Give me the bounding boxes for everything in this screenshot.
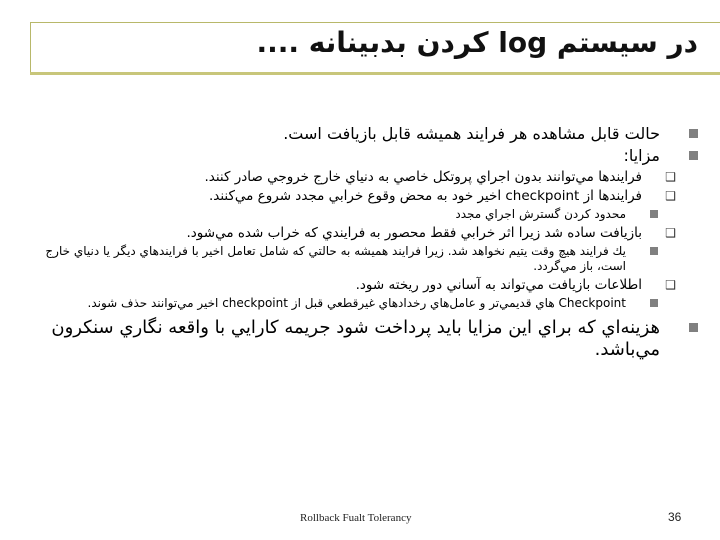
checkbox-bullet-icon: ❑	[665, 278, 676, 292]
square-bullet-icon	[689, 129, 698, 138]
bullet-item	[40, 147, 698, 165]
checkbox-bullet-icon: ❑	[665, 170, 676, 184]
bullet-text: فرايندها از checkpoint اخير خود به محض وقوع خرابي مجدد شروع مي‌كنند.	[208, 188, 642, 204]
bullet-text: اطلاعات بازيافت مي‌تواند به آساني دور ريخته شود.	[355, 277, 642, 293]
title-frame-left-border	[30, 22, 31, 72]
bullet-text: Checkpoint هاي قديمي‌تر و عامل‌هاي رخدادهاي غيرقطعي قبل از checkpoint اخير مي‌توانند حذف شوند.	[87, 296, 626, 310]
square-bullet-icon	[650, 247, 658, 255]
square-bullet-icon	[650, 299, 658, 307]
title-underline	[30, 72, 720, 75]
title-frame-top-border	[30, 22, 720, 23]
slide-footer: Rollback Fualt Tolerancy	[300, 512, 412, 524]
checkbox-bullet-icon: ❑	[665, 189, 676, 203]
page-number: 36	[668, 510, 682, 524]
checkbox-bullet-icon: ❑	[665, 226, 676, 240]
bullet-text: هزينه‌اي كه براي اين مزايا بايد پرداخت شود جريمه كارايي با واقعه نگاري سنكرون مي‌باشد.	[51, 317, 660, 360]
sub-bullet-item	[40, 188, 698, 204]
square-bullet-icon	[689, 151, 698, 160]
sub-bullet-item	[40, 169, 698, 185]
bullet-text: مزايا:	[623, 146, 660, 165]
bullet-text: فرايندها مي‌توانند بدون اجراي پروتكل خاصي به دنياي خارج خروجي صادر كنند.	[204, 169, 642, 185]
sub-sub-bullet-item	[40, 244, 698, 274]
sub-bullet-item	[40, 225, 698, 241]
bullet-item	[40, 125, 698, 143]
square-bullet-icon	[650, 210, 658, 218]
slide-title: در سيستم log كردن بدبينانه ....	[256, 26, 698, 59]
bullet-text: يك فرايند هيچ وقت يتيم نخواهد شد. زيرا فرايند هميشه به حالتي كه شامل تعامل اخير با فرايندهاي ديگر يا دنياي خارج است، باز مي‌گردد.	[45, 244, 626, 273]
bullet-item	[40, 317, 698, 361]
bullet-text: محدود كردن گسترش اجراي مجدد	[455, 207, 626, 221]
square-bullet-icon	[689, 323, 698, 332]
bullet-list	[40, 125, 698, 365]
sub-sub-bullet-item	[40, 207, 698, 222]
bullet-text: بازيافت ساده شد زيرا اثر خرابي فقط محصور به فرايندي كه خراب شده مي‌شود.	[186, 225, 642, 241]
sub-sub-bullet-item	[40, 296, 698, 311]
bullet-text: حالت قابل مشاهده هر فرايند هميشه قابل بازيافت است.	[283, 124, 660, 143]
sub-bullet-item	[40, 277, 698, 293]
